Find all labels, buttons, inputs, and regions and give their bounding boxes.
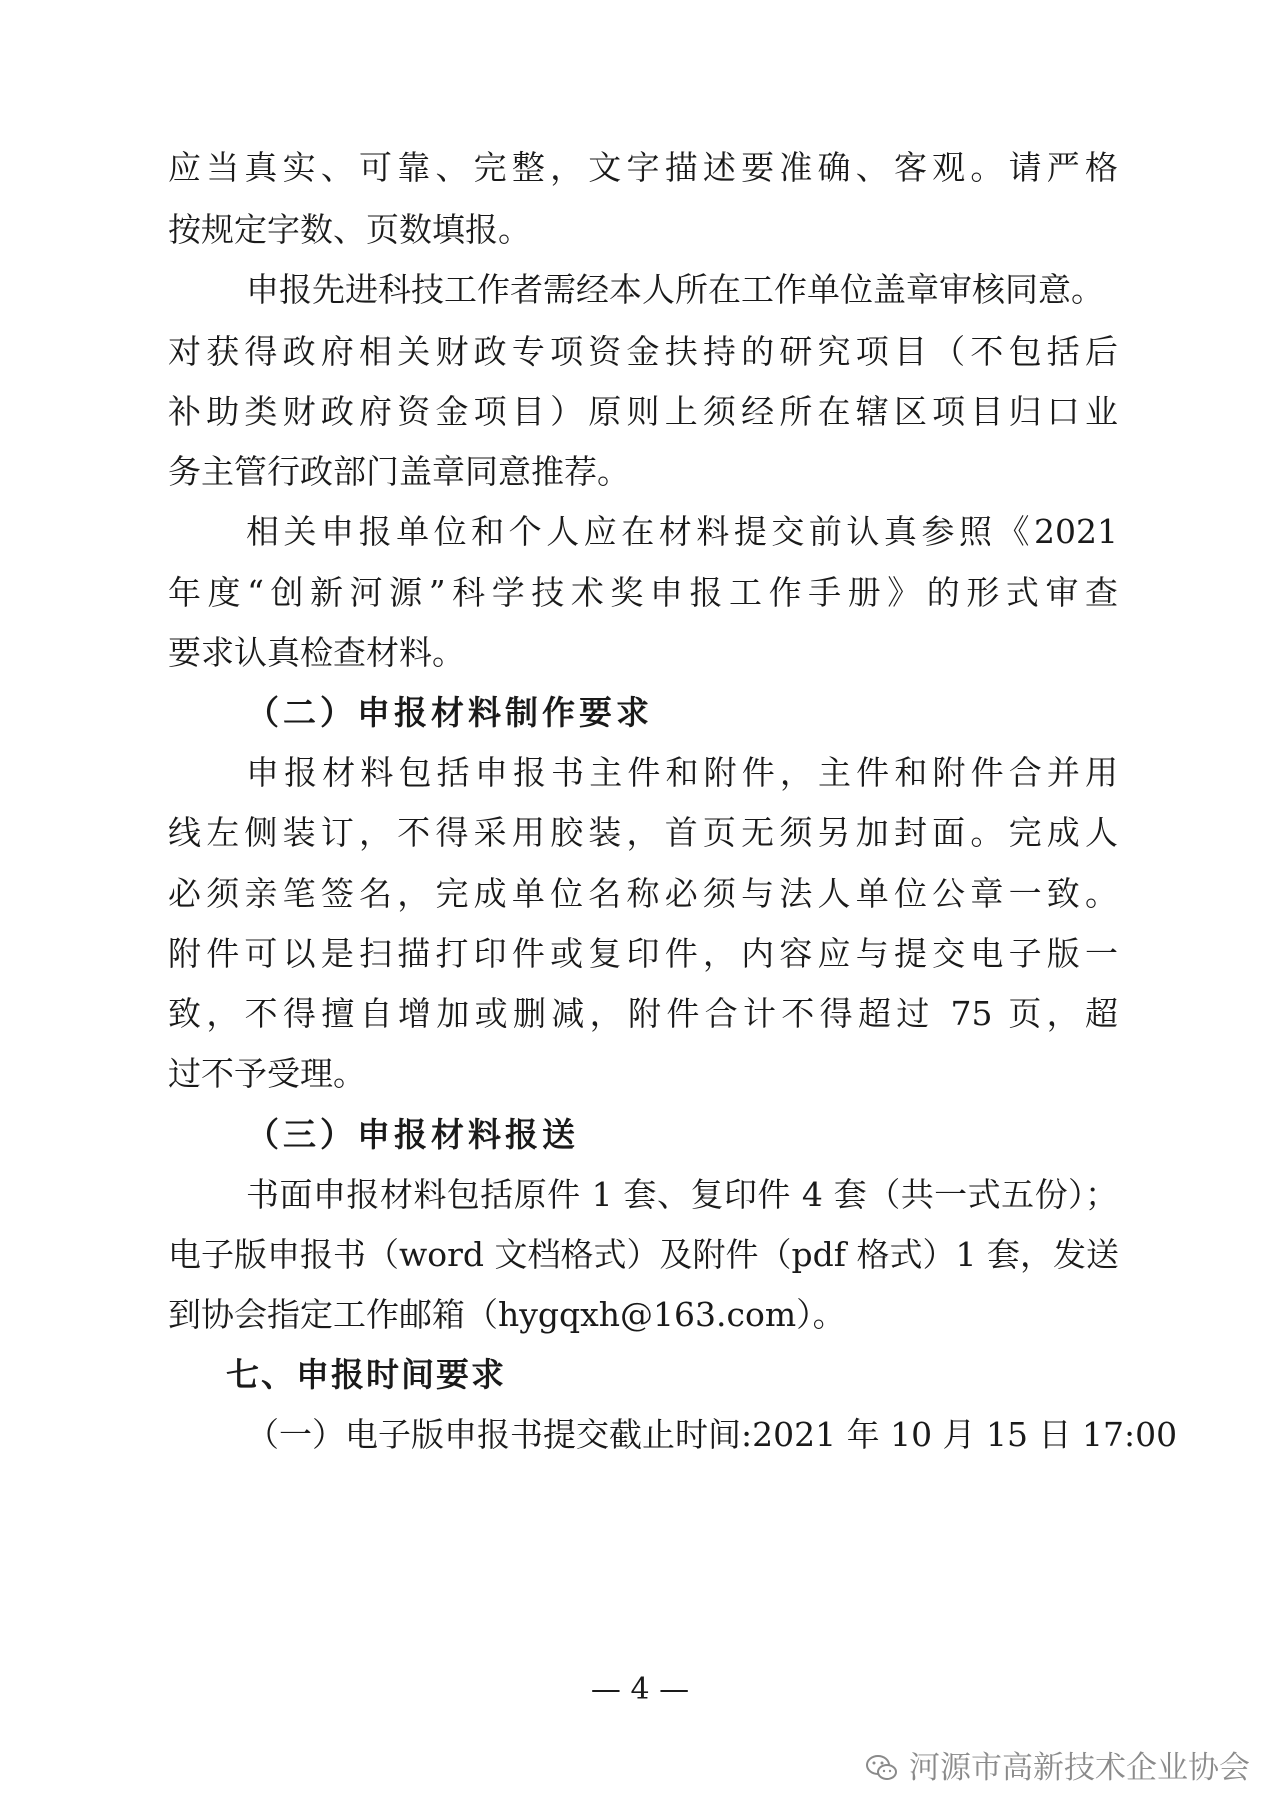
paragraph-line: （一）电子版申报书提交截止时间:2021 年 10 月 15 日 17:00 xyxy=(246,1415,1178,1454)
section-subheading: （三）申报材料报送 xyxy=(246,1115,579,1154)
page-number: — 4 — xyxy=(590,1672,690,1707)
paragraph-line: 对获得政府相关财政专项资金扶持的研究项目（不包括后 xyxy=(168,332,1118,371)
paragraph-line: 附件可以是扫描打印件或复印件，内容应与提交电子版一 xyxy=(168,934,1118,973)
paragraph-line: 应当真实、可靠、完整，文字描述要准确、客观。请严格 xyxy=(168,148,1118,187)
paragraph-line: 务主管行政部门盖章同意推荐。 xyxy=(168,452,630,491)
paragraph-line: 年度“创新河源”科学技术奖申报工作手册》的形式审查 xyxy=(168,573,1118,612)
paragraph-line: 到协会指定工作邮箱（hygqxh@163.com）。 xyxy=(168,1295,846,1334)
paragraph-line: 书面申报材料包括原件 1 套、复印件 4 套（共一式五份）； xyxy=(246,1175,1118,1214)
paragraph-line: 补助类财政府资金项目）原则上须经所在辖区项目归口业 xyxy=(168,392,1118,431)
paragraph-line: 必须亲笔签名，完成单位名称必须与法人单位公章一致。 xyxy=(168,874,1118,913)
paragraph-line: 过不予受理。 xyxy=(168,1054,366,1093)
paragraph-line: 申报先进科技工作者需经本人所在工作单位盖章审核同意。 xyxy=(246,270,1104,309)
paragraph-line: 电子版申报书（word 文档格式）及附件（pdf 格式）1 套，发送 xyxy=(168,1235,1119,1274)
paragraph-line: 相关申报单位和个人应在材料提交前认真参照《2021 xyxy=(246,512,1118,551)
wechat-icon xyxy=(865,1753,899,1783)
paragraph-line: 按规定字数、页数填报。 xyxy=(168,210,531,249)
paragraph-line: 致，不得擅自增加或删减，附件合计不得超过 75 页，超 xyxy=(168,994,1118,1033)
paragraph-line: 线左侧装订，不得采用胶装，首页无须另加封面。完成人 xyxy=(168,813,1118,852)
paragraph-line: 要求认真检查材料。 xyxy=(168,633,465,672)
account-watermark xyxy=(865,1748,1250,1788)
section-subheading: （二）申报材料制作要求 xyxy=(246,693,653,732)
paragraph-line: 申报材料包括申报书主件和附件，主件和附件合并用 xyxy=(246,753,1118,792)
watermark-text: 河源市高新技术企业协会 xyxy=(909,1750,1250,1786)
section-heading: 七、申报时间要求 xyxy=(226,1355,506,1394)
